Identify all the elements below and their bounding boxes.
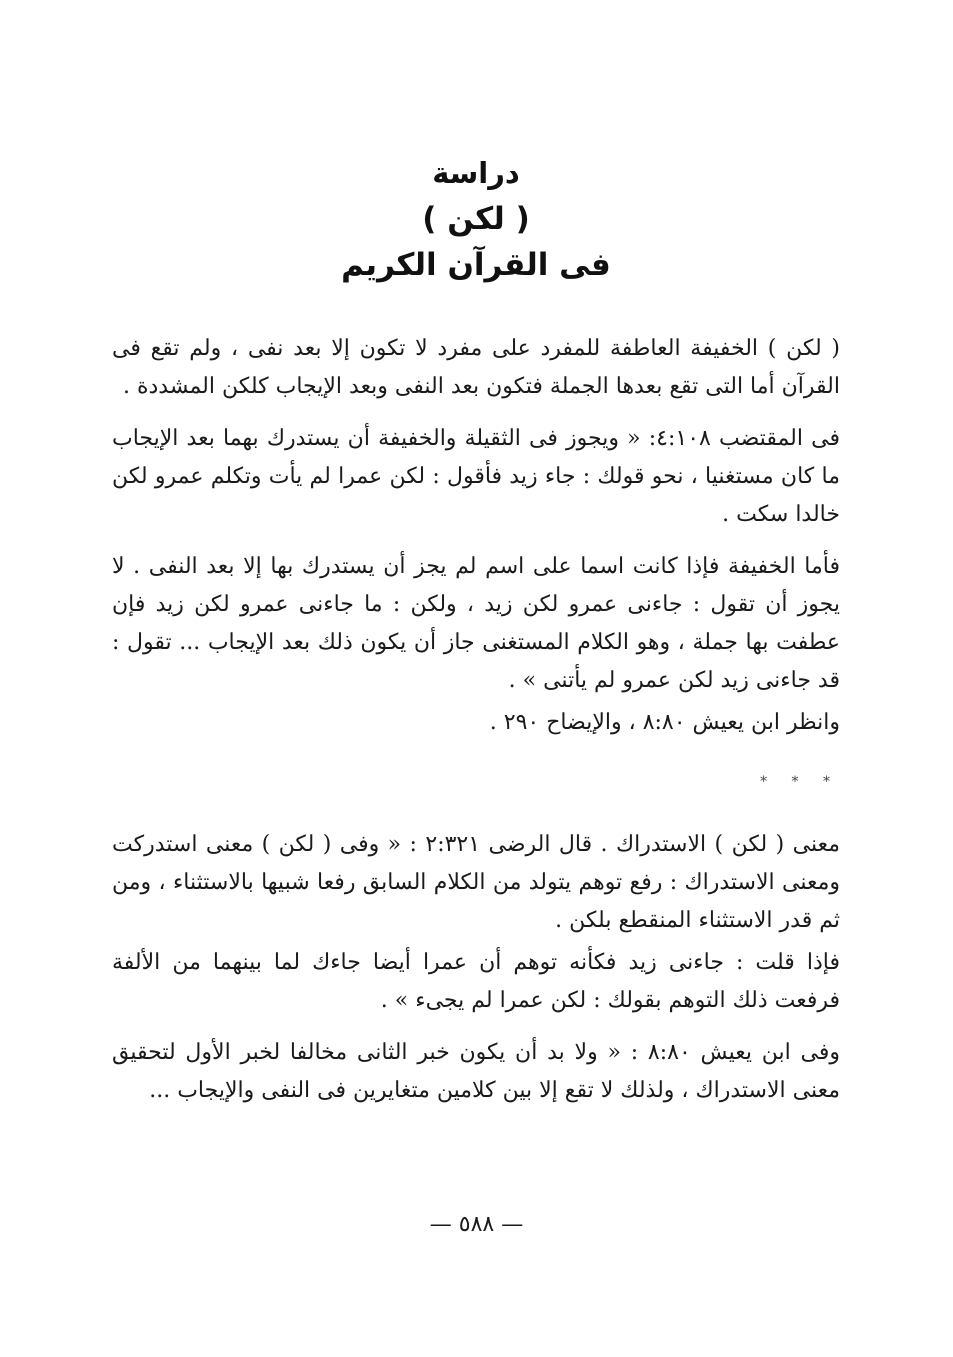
paragraph-4: وانظر ابن يعيش ٨:٨٠ ، والإيضاح ٢٩٠ .	[489, 710, 840, 735]
section-separator: * * *	[760, 774, 840, 790]
paragraph-1: ( لكن ) الخفيفة العاطفة للمفرد على مفرد لا تكون إلا بعد نفى ، ولم تقع فى القرآن أما التى تقع بعدها الجملة فتكون بعد النفى وبعد الإيجاب كلكن المشددة .	[112, 336, 840, 399]
title-block	[112, 150, 840, 288]
paragraph-7: وفى ابن يعيش ٨:٨٠ : « ولا بد أن يكون خبر الثانى مخالفا لخبر الأول لتحقيق معنى الاستدراك ، ولذلك لا تقع إلا بين كلامين متغايرين فى النفى والإيجاب ...	[112, 1040, 840, 1103]
title-line-2: ( لكن )	[422, 201, 530, 237]
paragraph-6: فإذا قلت : جاءنى زيد فكأنه توهم أن عمرا أيضا جاءك لما بينهما من الألفة فرفعت ذلك التوهم بقولك : لكن عمرا لم يجىء » .	[112, 950, 840, 1013]
paragraph-5: معنى ( لكن ) الاستدراك . قال الرضى ٢:٣٢١ : « وفى ( لكن ) معنى استدركت ومعنى الاستدراك : رفع توهم يتولد من الكلام السابق رفعا شبيها بالاستثناء ، ومن ثم قدر الاستثناء المنقطع بلكن .	[112, 832, 840, 933]
title-line-1: دراسة	[432, 156, 520, 190]
paragraph-3: فأما الخفيفة فإذا كانت اسما على اسم لم يجز أن يستدرك بها إلا بعد النفى . لا يجوز أن تقول : جاءنى عمرو لكن زيد ، ولكن : ما جاءنى عمرو لكن زيد فإن عطفت بها جملة ، وهو الكلام المستغنى جاز أن يكون ذلك بعد الإيجاب ... تقول : قد جاءنى زيد لكن عمرو لم يأتنى » .	[112, 554, 840, 693]
paragraph-2: فى المقتضب ٤:١٠٨: « ويجوز فى الثقيلة والخفيفة أن يستدرك بهما بعد الإيجاب ما كان مستغنيا ، نحو قولك : جاء زيد فأقول : لكن عمرا لم يأت وتكلم عمرو لكن خالدا سكت .	[112, 426, 840, 527]
title-line-3: فى القرآن الكريم	[341, 247, 611, 283]
document-page	[112, 150, 840, 1124]
body-text	[112, 330, 840, 1110]
page-number: — ٥٨٨ —	[429, 1212, 524, 1237]
